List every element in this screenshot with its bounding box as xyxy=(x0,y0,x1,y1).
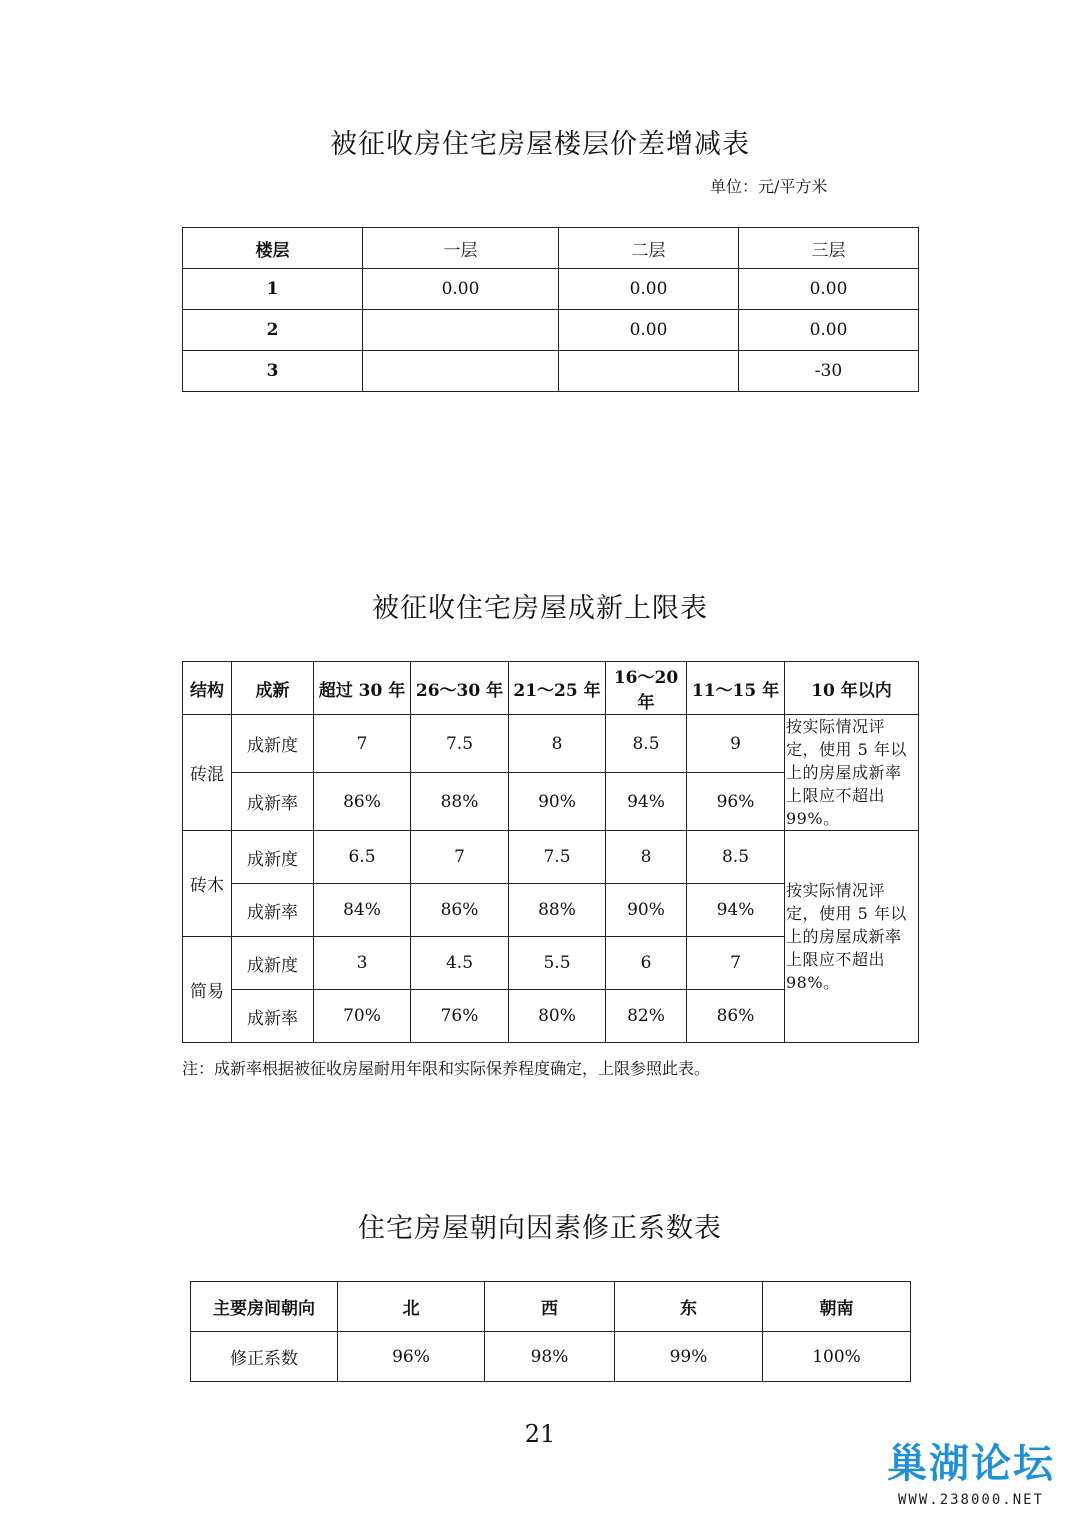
header-cell: 26～30 年 xyxy=(411,662,509,715)
orientation-factor-table xyxy=(190,1281,911,1382)
header-cell: 楼层 xyxy=(183,228,363,269)
header-cell: 11～15 年 xyxy=(687,662,785,715)
table-cell: 修正系数 xyxy=(191,1332,338,1382)
table-cell: 7.5 xyxy=(411,715,509,773)
table-cell: -30 xyxy=(739,351,919,392)
table-row xyxy=(183,715,919,773)
header-cell: 朝南 xyxy=(763,1282,911,1332)
table-cell: 3 xyxy=(314,937,411,990)
table-cell: 88% xyxy=(411,773,509,831)
header-cell: 一层 xyxy=(363,228,559,269)
table-header-row xyxy=(183,228,919,269)
table-cell: 82% xyxy=(606,990,687,1043)
note-cell: 按实际情况评定，使用 5 年以上的房屋成新率上限应不超出 98%。 xyxy=(785,831,919,1043)
header-cell: 二层 xyxy=(559,228,739,269)
note-cell: 按实际情况评定，使用 5 年以上的房屋成新率上限应不超出 99%。 xyxy=(785,715,919,831)
header-cell: 16～20 年 xyxy=(606,662,687,715)
header-cell: 结构 xyxy=(183,662,232,715)
table-cell: 84% xyxy=(314,884,411,937)
table-cell xyxy=(363,351,559,392)
table-cell: 8.5 xyxy=(687,831,785,884)
watermark xyxy=(876,1438,1066,1508)
table-cell xyxy=(363,310,559,351)
header-cell: 西 xyxy=(485,1282,615,1332)
table2-title: 被征收住宅房屋成新上限表 xyxy=(372,593,708,624)
floor-price-table xyxy=(182,227,919,392)
header-cell: 东 xyxy=(615,1282,763,1332)
table-cell: 96% xyxy=(687,773,785,831)
table-cell: 1 xyxy=(183,269,363,310)
table-cell: 88% xyxy=(509,884,606,937)
table-cell: 0.00 xyxy=(739,269,919,310)
table1-unit: 单位：元/平方米 xyxy=(710,177,828,196)
table-cell: 7.5 xyxy=(509,831,606,884)
table-cell: 86% xyxy=(687,990,785,1043)
structure-cell: 砖混 xyxy=(183,715,232,831)
table-row xyxy=(183,310,919,351)
table-cell: 5.5 xyxy=(509,937,606,990)
table-cell: 90% xyxy=(509,773,606,831)
table-row xyxy=(191,1332,911,1382)
page-number: 21 xyxy=(524,1420,556,1448)
table-cell: 96% xyxy=(338,1332,485,1382)
header-cell: 21～25 年 xyxy=(509,662,606,715)
watermark-logo: 巢湖论坛 xyxy=(887,1441,1055,1487)
table-cell: 6 xyxy=(606,937,687,990)
table-cell: 100% xyxy=(763,1332,911,1382)
header-cell: 10 年以内 xyxy=(785,662,919,715)
table-cell: 76% xyxy=(411,990,509,1043)
table-cell: 9 xyxy=(687,715,785,773)
header-cell: 三层 xyxy=(739,228,919,269)
table-cell: 8 xyxy=(606,831,687,884)
structure-cell: 简易 xyxy=(183,937,232,1043)
table-cell xyxy=(559,351,739,392)
table-cell: 8.5 xyxy=(606,715,687,773)
table-row xyxy=(183,831,919,884)
table-cell: 94% xyxy=(606,773,687,831)
table-cell: 0.00 xyxy=(363,269,559,310)
table-cell: 86% xyxy=(411,884,509,937)
table-cell: 0.00 xyxy=(739,310,919,351)
table-cell: 70% xyxy=(314,990,411,1043)
row-label-cell: 成新率 xyxy=(232,773,314,831)
header-cell: 北 xyxy=(338,1282,485,1332)
table-cell: 7 xyxy=(687,937,785,990)
table-header-row xyxy=(183,662,919,715)
row-label-cell: 成新度 xyxy=(232,937,314,990)
table3-title: 住宅房屋朝向因素修正系数表 xyxy=(358,1213,722,1244)
table-cell: 2 xyxy=(183,310,363,351)
table-cell: 0.00 xyxy=(559,310,739,351)
table-cell: 6.5 xyxy=(314,831,411,884)
table-cell: 80% xyxy=(509,990,606,1043)
structure-cell: 砖木 xyxy=(183,831,232,937)
row-label-cell: 成新度 xyxy=(232,715,314,773)
table-cell: 7 xyxy=(411,831,509,884)
table1-title: 被征收房住宅房屋楼层价差增减表 xyxy=(330,129,750,160)
row-label-cell: 成新度 xyxy=(232,831,314,884)
header-cell: 主要房间朝向 xyxy=(191,1282,338,1332)
table-cell: 98% xyxy=(485,1332,615,1382)
table-cell: 0.00 xyxy=(559,269,739,310)
row-label-cell: 成新率 xyxy=(232,884,314,937)
table-cell: 94% xyxy=(687,884,785,937)
table-cell: 86% xyxy=(314,773,411,831)
table-cell: 3 xyxy=(183,351,363,392)
table-cell: 4.5 xyxy=(411,937,509,990)
table-cell: 7 xyxy=(314,715,411,773)
header-cell: 超过 30 年 xyxy=(314,662,411,715)
depreciation-limit-table xyxy=(182,661,919,1043)
header-cell: 成新 xyxy=(232,662,314,715)
table-row xyxy=(183,351,919,392)
table-row xyxy=(183,269,919,310)
table-cell: 99% xyxy=(615,1332,763,1382)
table-header-row xyxy=(191,1282,911,1332)
table2-footnote: 注：成新率根据被征收房屋耐用年限和实际保养程度确定，上限参照此表。 xyxy=(182,1059,711,1078)
row-label-cell: 成新率 xyxy=(232,990,314,1043)
table-cell: 8 xyxy=(509,715,606,773)
table-cell: 90% xyxy=(606,884,687,937)
watermark-url: WWW.238000.NET xyxy=(897,1492,1044,1508)
